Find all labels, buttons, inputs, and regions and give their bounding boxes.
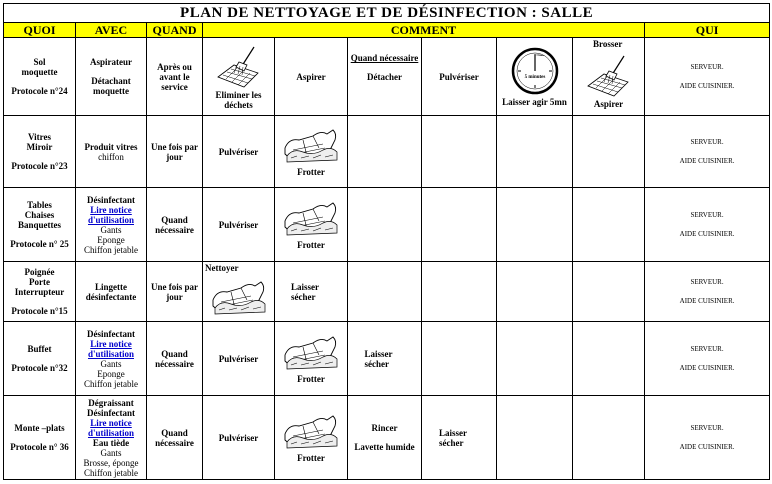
notice-link[interactable]: Lire notice d'utilisation [87, 417, 134, 438]
table-row [4, 262, 770, 322]
qui-cell: SERVEUR. AIDE CUISINIER. [645, 188, 770, 262]
step-cell: Laisser sécher [422, 396, 497, 480]
step-cell: Nettoyer [203, 262, 275, 322]
hand-wiping-icon [209, 278, 269, 318]
step-cell [422, 262, 497, 322]
step-cell: 5 minutes Laisser agir 5mn [497, 38, 573, 116]
quand-cell: Quand nécessaire [147, 322, 203, 396]
broom-sweeping-icon [584, 52, 634, 98]
quoi-cell: Tables Chaises Banquettes Protocole n° 25 [4, 188, 76, 262]
step-cell: Frotter [275, 322, 348, 396]
header-qui: QUI [645, 23, 770, 38]
avec-cell: Produit vitres chiffon [76, 116, 147, 188]
step-cell [573, 322, 645, 396]
step-cell [497, 396, 573, 480]
hand-scrubbing-icon [283, 199, 339, 239]
step-cell [497, 322, 573, 396]
header-avec: AVEC [76, 23, 147, 38]
hand-scrubbing-icon [283, 333, 339, 373]
step-cell: Laisser sécher [275, 262, 348, 322]
step-cell [573, 188, 645, 262]
step-cell: Pulvériser [203, 188, 275, 262]
table-row [4, 116, 770, 188]
step-cell [573, 262, 645, 322]
quand-cell: Quand nécessaire [147, 396, 203, 480]
step-cell: Pulvériser [422, 38, 497, 116]
step-cell [422, 322, 497, 396]
clock-icon [510, 46, 560, 96]
header-quoi: QUOI [4, 23, 76, 38]
step-cell [348, 262, 422, 322]
notice-link[interactable]: Lire notice d'utilisation [87, 338, 134, 359]
quand-cell: Une fois par jour [147, 262, 203, 322]
step-cell [497, 116, 573, 188]
step-cell: Frotter [275, 396, 348, 480]
avec-cell: Lingette désinfectante [76, 262, 147, 322]
step-cell: Pulvériser [203, 322, 275, 396]
table-row [4, 188, 770, 262]
cleaning-plan-table [3, 3, 770, 480]
quoi-cell: Buffet Protocole n°32 [4, 322, 76, 396]
qui-cell: SERVEUR. AIDE CUISINIER. [645, 322, 770, 396]
avec-cell: Désinfectant Lire notice d'utilisation Gants Eponge Chiffon jetable [76, 322, 147, 396]
step-cell [573, 116, 645, 188]
step-cell: Brosser Aspirer [573, 38, 645, 116]
step-cell: Eliminer les déchets [203, 38, 275, 116]
header-comment: COMMENT [203, 23, 645, 38]
step-cell: Quand nécessaire Détacher [348, 38, 422, 116]
table-row [4, 322, 770, 396]
step-cell [348, 116, 422, 188]
step-cell [573, 396, 645, 480]
header-quand: QUAND [147, 23, 203, 38]
step-cell [422, 116, 497, 188]
hand-scrubbing-icon [283, 126, 339, 166]
step-cell [497, 262, 573, 322]
notice-link[interactable]: Lire notice d'utilisation [87, 204, 134, 225]
svg-text:5 minutes: 5 minutes [524, 75, 545, 80]
broom-sweeping-icon [214, 43, 264, 89]
hand-scrubbing-icon [283, 412, 339, 452]
quand-cell: Une fois par jour [147, 116, 203, 188]
step-cell: Rincer Lavette humide [348, 396, 422, 480]
quoi-cell: Vitres Miroir Protocole n°23 [4, 116, 76, 188]
table-row [4, 38, 770, 116]
cleaning-plan-sheet [3, 3, 769, 481]
qui-cell: SERVEUR. AIDE CUISINIER. [645, 262, 770, 322]
step-cell: Pulvériser [203, 396, 275, 480]
quoi-cell: Poignée Porte Interrupteur Protocole n°15 [4, 262, 76, 322]
qui-cell: SERVEUR. AIDE CUISINIER. [645, 38, 770, 116]
step-cell [348, 188, 422, 262]
qui-cell: SERVEUR. AIDE CUISINIER. [645, 116, 770, 188]
qui-cell: SERVEUR. AIDE CUISINIER. [645, 396, 770, 480]
avec-cell: Dégraissant Désinfectant Lire notice d'utilisation Eau tiède Gants Brosse, éponge Chiffon jetable [76, 396, 147, 480]
quand-cell: Après ou avant le service [147, 38, 203, 116]
step-cell: Aspirer [275, 38, 348, 116]
table-row [4, 396, 770, 480]
quoi-cell: Monte –plats Protocole n° 36 [4, 396, 76, 480]
step-cell: Frotter [275, 116, 348, 188]
step-cell: Pulvériser [203, 116, 275, 188]
step-cell: Laisser sécher [348, 322, 422, 396]
quoi-cell: Sol moquette Protocole n°24 [4, 38, 76, 116]
avec-cell: Désinfectant Lire notice d'utilisation Gants Eponge Chiffon jetable [76, 188, 147, 262]
page-title: PLAN DE NETTOYAGE ET DE DÉSINFECTION : SALLE [4, 4, 770, 23]
step-cell [422, 188, 497, 262]
step-cell [497, 188, 573, 262]
step-cell: Frotter [275, 188, 348, 262]
quand-cell: Quand nécessaire [147, 188, 203, 262]
avec-cell: Aspirateur Détachant moquette [76, 38, 147, 116]
